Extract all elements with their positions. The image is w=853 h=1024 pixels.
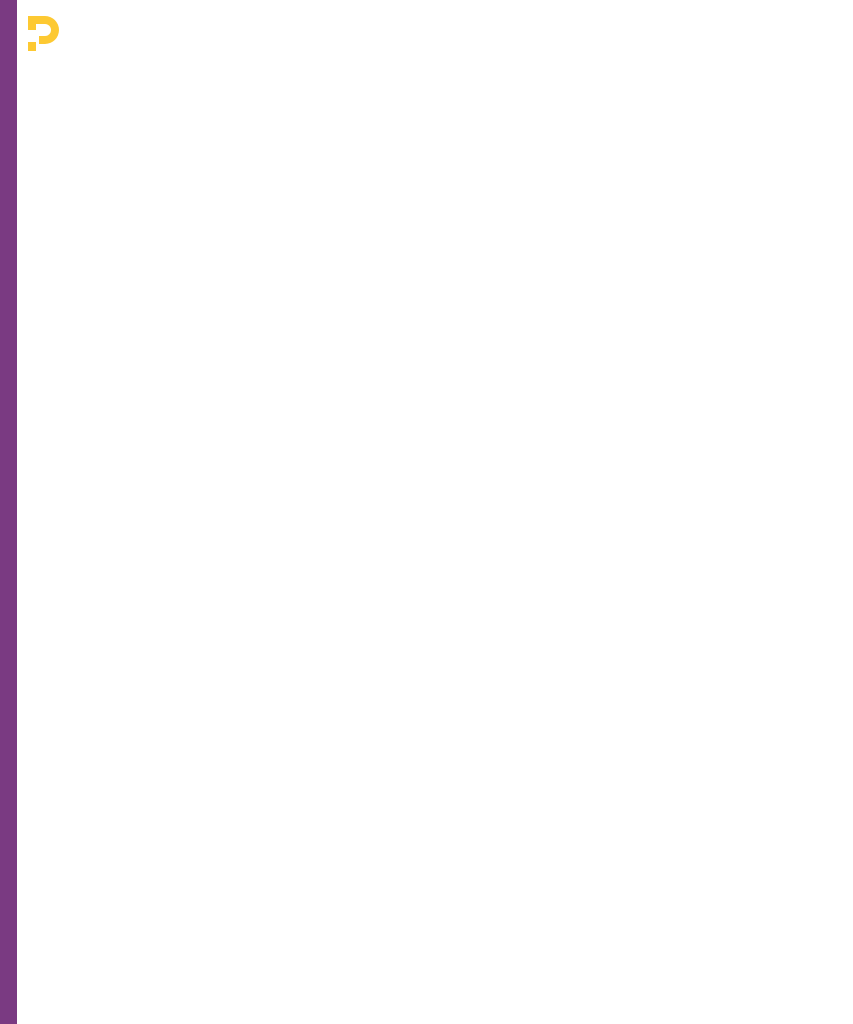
side-stripe: [0, 0, 17, 1024]
p-brand-logo-icon: [25, 12, 65, 54]
